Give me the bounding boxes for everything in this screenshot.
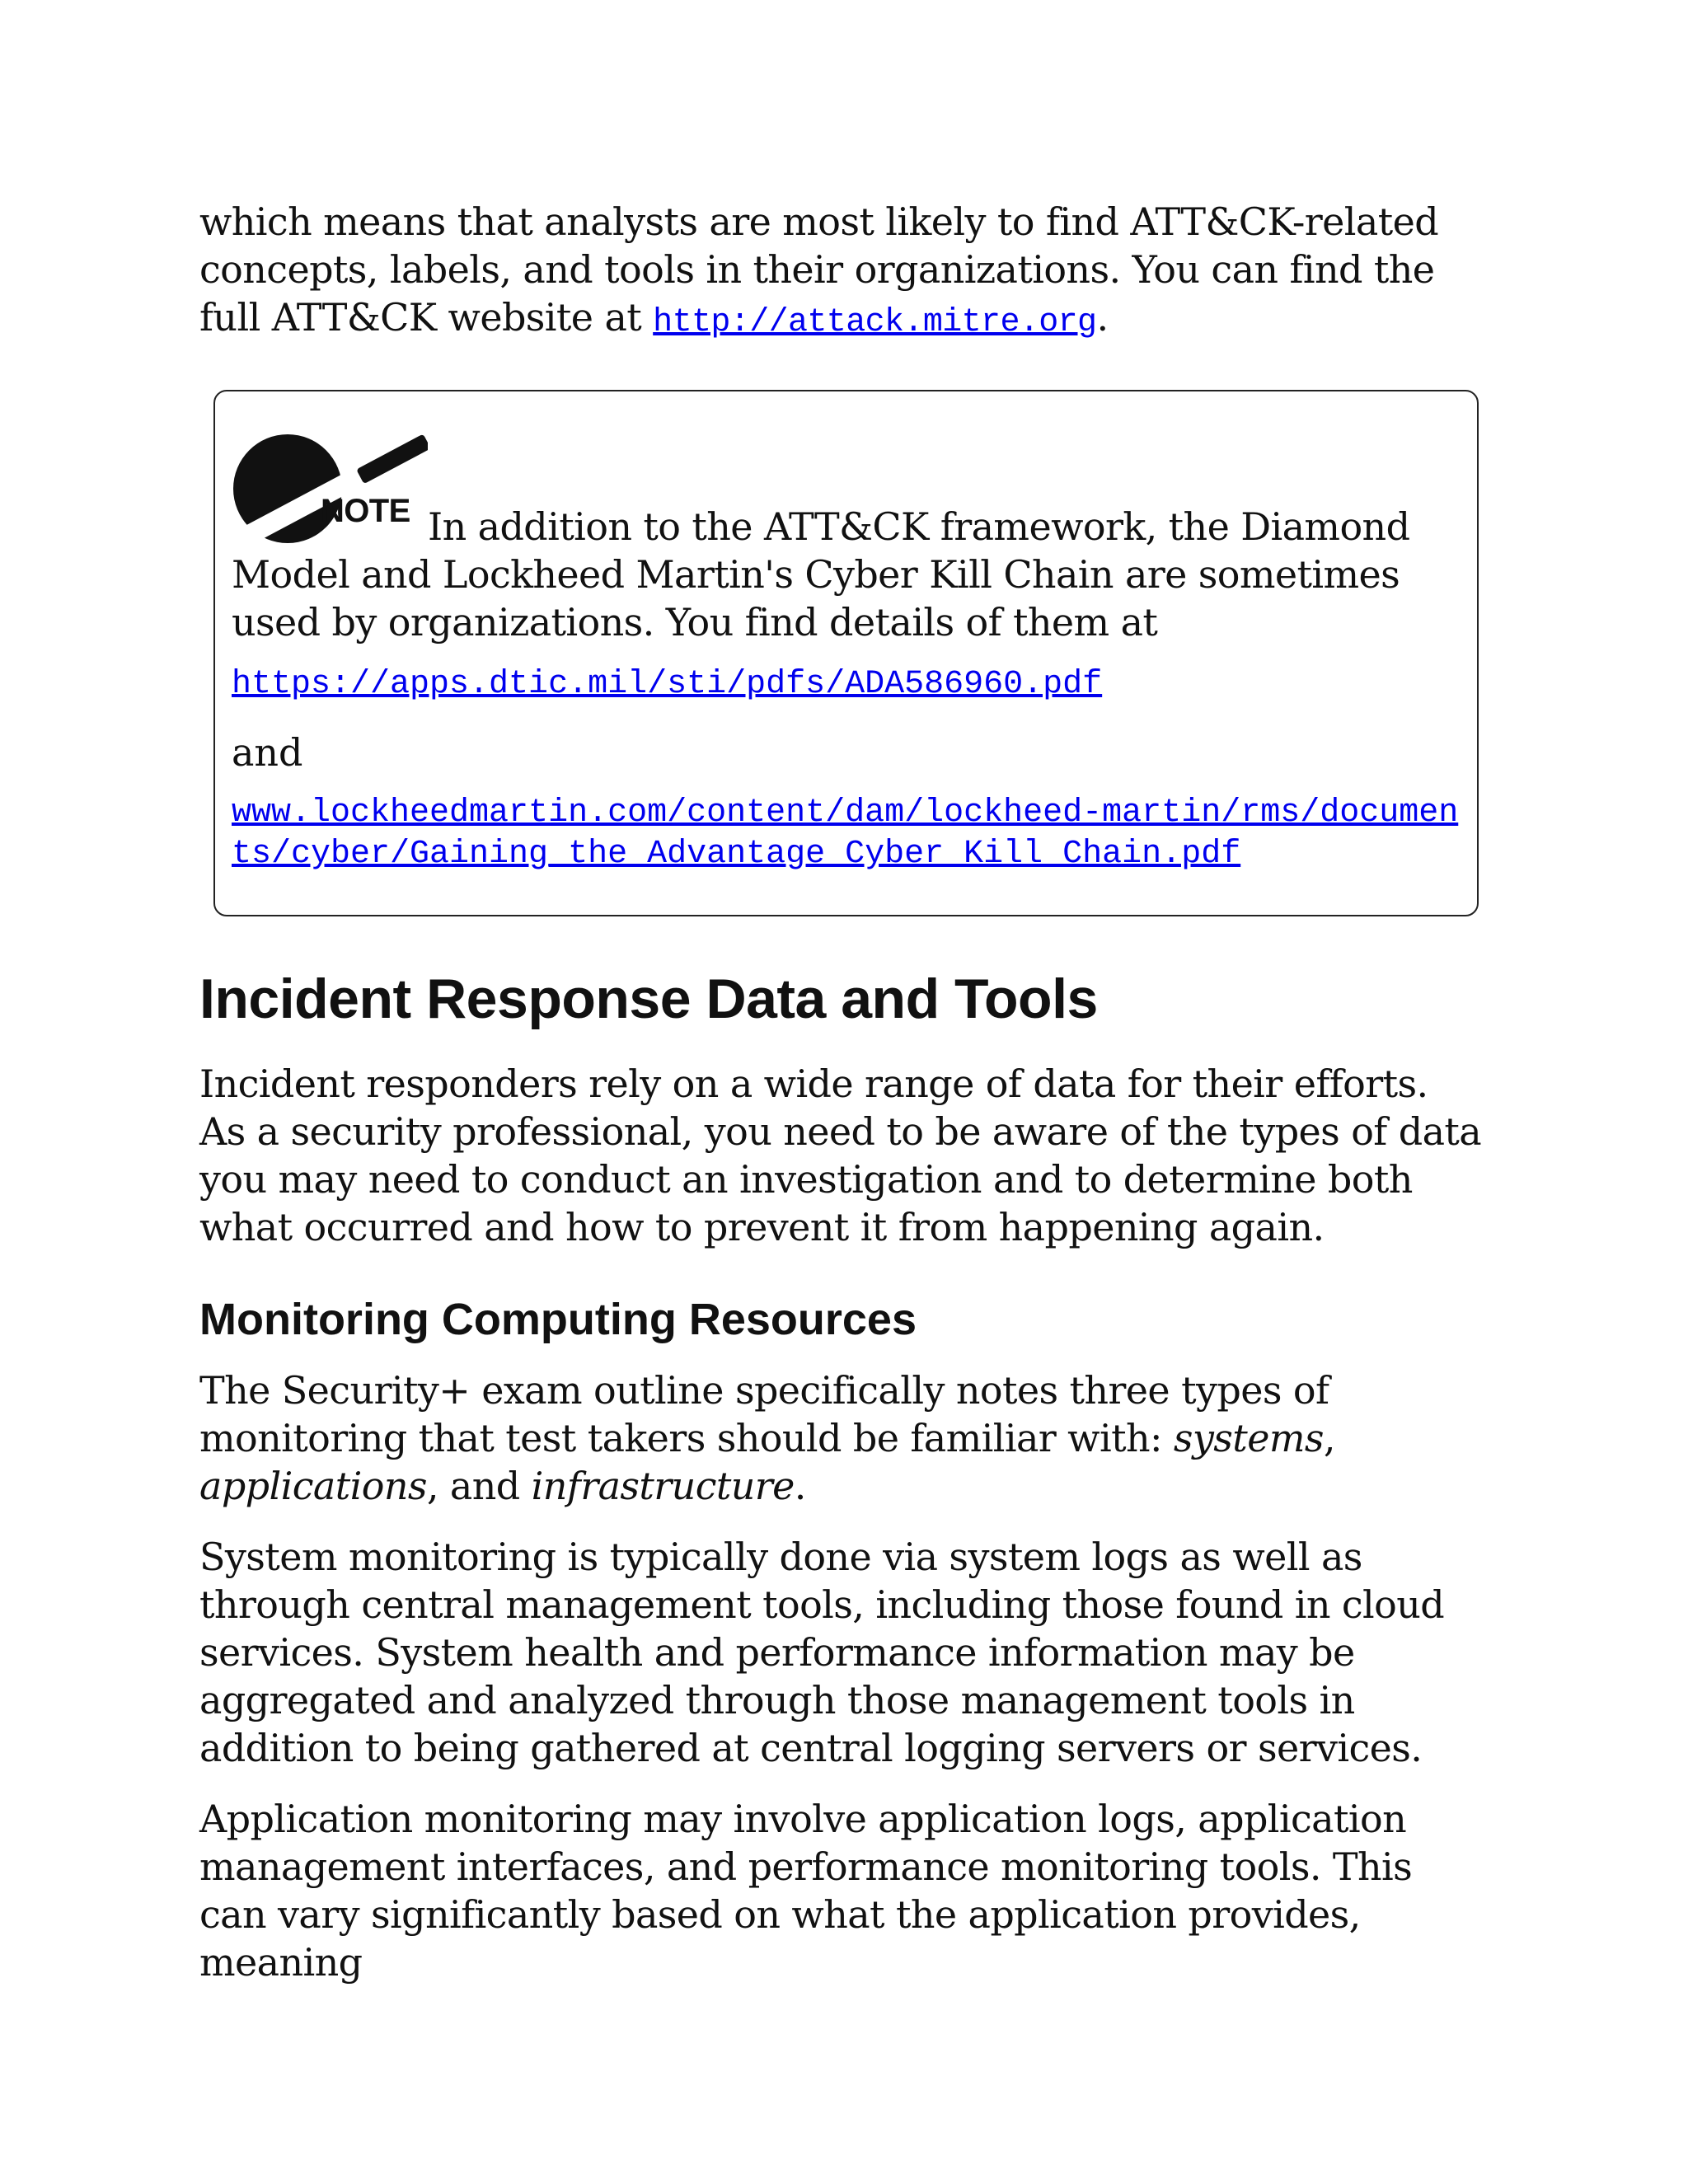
separator: ,: [1323, 1416, 1335, 1460]
attack-mitre-link[interactable]: http://attack.mitre.org: [653, 304, 1097, 341]
note-box: [213, 390, 1479, 916]
applications-term: applications: [199, 1464, 427, 1508]
note-paragraph: [232, 424, 1461, 646]
monitoring-types-paragraph: [199, 1366, 1485, 1510]
page-content: [199, 198, 1485, 2009]
intro-paragraph: [199, 198, 1485, 347]
application-monitoring-paragraph: Application monitoring may involve application logs, application management interfaces, and performance monitoring tools. This can vary significantly based on what the application provides, meaning: [199, 1797, 1413, 1985]
note-text: In addition to the ATT&CK framework, the Diamond Model and Lockheed Martin's Cyber Kill Chain are sometimes used by organizations. You find details of them at: [232, 504, 1410, 644]
monitoring-resources-heading: Monitoring Computing Resources: [199, 1295, 917, 1344]
intro-tail: .: [1096, 295, 1109, 340]
note-and-text: and: [232, 730, 303, 775]
systems-term: systems: [1173, 1416, 1324, 1460]
incident-response-paragraph: Incident responders rely on a wide range of data for their efforts. As a security professional, you need to be aware of the types of data you may need to conduct an investigation and to determine both what occurred and how to prevent it from happening again.: [199, 1062, 1482, 1249]
separator: , and: [426, 1464, 532, 1508]
dtic-pdf-link[interactable]: https://apps.dtic.mil/sti/pdfs/ADA586960.pdf: [232, 666, 1103, 703]
note-icon: [232, 424, 428, 548]
intro-text: which means that analysts are most likely to find ATT&CK-related concepts, labels, and tools in their organizations. You can find the full ATT&CK website at: [199, 199, 1439, 340]
note-icon-label: NOTE: [321, 493, 410, 529]
lockheed-pdf-link[interactable]: www.lockheedmartin.com/content/dam/lockheed-martin/rms/documents/cyber/Gaining_the_Advantage_Cyber_Kill_Chain.pdf: [232, 794, 1459, 873]
incident-response-heading: Incident Response Data and Tools: [199, 968, 1098, 1030]
infrastructure-term: infrastructure: [531, 1464, 795, 1508]
note-link2-line: [232, 794, 1461, 877]
period: .: [794, 1464, 806, 1508]
note-link1-line: [232, 664, 1461, 709]
system-monitoring-paragraph: System monitoring is typically done via system logs as well as through central management tools, including those found in cloud services. System health and performance information may be aggregated and analyzed through those management tools in addition to being gathered at central logging servers or services.: [199, 1535, 1445, 1770]
monitoring-types-text: The Security+ exam outline specifically notes three types of monitoring that test takers should be familiar with:: [199, 1368, 1329, 1460]
